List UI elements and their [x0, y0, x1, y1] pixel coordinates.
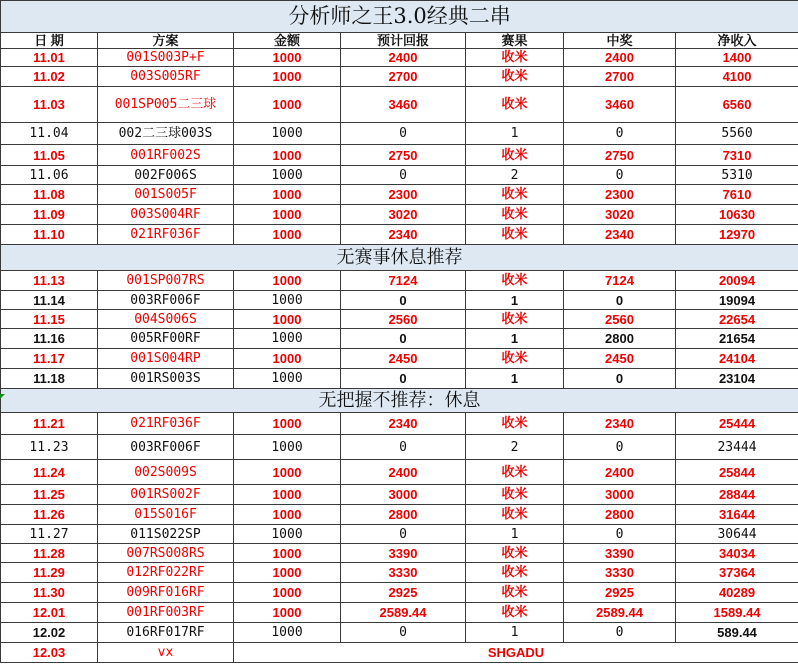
cell-result[interactable]: 收米 [466, 460, 564, 485]
table-row [1, 271, 798, 291]
cell-net-income[interactable]: 1589.44 [676, 603, 798, 623]
table-row [1, 310, 798, 329]
cell-date[interactable]: 11.29 [1, 563, 98, 583]
cell-result[interactable]: 收米 [466, 563, 564, 583]
cell-plan[interactable]: 001SP005二三球 [98, 87, 234, 123]
cell-net-income[interactable]: 31644 [676, 505, 798, 525]
cell-payout[interactable]: 3460 [564, 87, 676, 123]
cell-net-income[interactable]: 12970 [676, 225, 798, 245]
cell-net-income[interactable]: 20094 [676, 271, 798, 291]
cell-date[interactable]: 11.04 [1, 123, 98, 145]
cell-date[interactable]: 11.28 [1, 544, 98, 563]
table-row [1, 413, 798, 435]
cell-net-income[interactable]: 21654 [676, 329, 798, 349]
cell-net-income[interactable]: 6560 [676, 87, 798, 123]
table-row [1, 544, 798, 563]
cell-expected-return[interactable]: 0 [341, 369, 466, 389]
cell-amount[interactable]: 1000 [234, 310, 341, 329]
cell-amount[interactable]: 1000 [234, 544, 341, 563]
cell-expected-return[interactable]: 2925 [341, 583, 466, 603]
cell-net-income[interactable]: 25444 [676, 413, 798, 435]
cell-payout[interactable]: 2400 [564, 49, 676, 67]
cell-payout[interactable]: 2300 [564, 185, 676, 205]
cell-expected-return[interactable]: 3000 [341, 485, 466, 505]
cell-plan[interactable]: 021RF036F [98, 413, 234, 435]
cell-plan[interactable]: 001S003P+F [98, 49, 234, 67]
cell-payout[interactable]: 2800 [564, 505, 676, 525]
cell-result[interactable]: 1 [466, 291, 564, 310]
cell-net-income[interactable]: 589.44 [676, 623, 798, 643]
cell-expected-return[interactable]: 0 [341, 435, 466, 460]
table-row [1, 185, 798, 205]
cell-date[interactable]: 11.15 [1, 310, 98, 329]
sheet-title[interactable]: 分析师之王3.0经典二串 [1, 1, 798, 33]
cell-plan[interactable]: 001S005F [98, 185, 234, 205]
cell-payout[interactable]: 2925 [564, 583, 676, 603]
cell-date[interactable]: 11.03 [1, 87, 98, 123]
cell-payout[interactable]: 0 [564, 291, 676, 310]
cell-date[interactable]: 11.18 [1, 369, 98, 389]
cell-plan[interactable]: 002S009S [98, 460, 234, 485]
table-row [1, 145, 798, 166]
cell-result[interactable]: 1 [466, 123, 564, 145]
table-row [1, 49, 798, 67]
cell-net-income[interactable]: 34034 [676, 544, 798, 563]
cell-expected-return[interactable]: 2589.44 [341, 603, 466, 623]
cell-payout[interactable]: 0 [564, 435, 676, 460]
cell-expected-return[interactable]: 2340 [341, 225, 466, 245]
section-label[interactable]: 无把握不推荐：休息 [1, 389, 798, 413]
cell-expected-return[interactable]: 0 [341, 329, 466, 349]
cell-date[interactable]: 11.08 [1, 185, 98, 205]
cell-payout[interactable]: 2700 [564, 67, 676, 87]
cell-result[interactable]: 收米 [466, 205, 564, 225]
cell-plan[interactable]: 003S004RF [98, 205, 234, 225]
cell-payout[interactable]: 2340 [564, 225, 676, 245]
cell-amount[interactable]: 1000 [234, 185, 341, 205]
cell-payout[interactable]: 0 [564, 166, 676, 185]
cell-expected-return[interactable]: 2400 [341, 460, 466, 485]
table-row [1, 623, 798, 643]
table-row [1, 435, 798, 460]
cell-payout[interactable]: 2800 [564, 329, 676, 349]
section-label-row [1, 389, 798, 413]
cell-amount[interactable]: 1000 [234, 435, 341, 460]
table-row [1, 583, 798, 603]
cell-plan[interactable]: 021RF036F [98, 225, 234, 245]
cell-amount[interactable]: 1000 [234, 623, 341, 643]
cell-payout[interactable]: 0 [564, 123, 676, 145]
cell-net-income[interactable]: 23104 [676, 369, 798, 389]
cell-plan[interactable]: 012RF022RF [98, 563, 234, 583]
table-row [1, 460, 798, 485]
cell-expected-return[interactable]: 2340 [341, 413, 466, 435]
cell-date[interactable]: 11.30 [1, 583, 98, 603]
cell-expected-return[interactable]: 2400 [341, 49, 466, 67]
cell-amount[interactable]: 1000 [234, 87, 341, 123]
header-date[interactable]: 日 期 [1, 33, 98, 49]
cell-expected-return[interactable]: 3330 [341, 563, 466, 583]
cell-amount[interactable]: 1000 [234, 329, 341, 349]
table-row [1, 225, 798, 245]
cell-net-income[interactable]: 23444 [676, 435, 798, 460]
cell-expected-return[interactable]: 3460 [341, 87, 466, 123]
cell-amount[interactable]: 1000 [234, 505, 341, 525]
cell-payout[interactable]: 0 [564, 369, 676, 389]
cell-result[interactable]: 收米 [466, 185, 564, 205]
cell-amount[interactable]: 1000 [234, 145, 341, 166]
cell-date[interactable]: 12.03 [1, 643, 98, 663]
cell-payout[interactable]: 0 [564, 525, 676, 544]
cell-expected-return[interactable]: 2800 [341, 505, 466, 525]
header-row [1, 33, 798, 49]
cell-plan[interactable]: 001RF003RF [98, 603, 234, 623]
cell-net-income[interactable]: 28844 [676, 485, 798, 505]
table-row [1, 505, 798, 525]
cell-net-income[interactable]: 7610 [676, 185, 798, 205]
cell-amount[interactable]: 1000 [234, 603, 341, 623]
cell-payout[interactable]: 3000 [564, 485, 676, 505]
cell-result[interactable]: 1 [466, 329, 564, 349]
cell-date[interactable]: 11.05 [1, 145, 98, 166]
cell-expected-return[interactable]: 2700 [341, 67, 466, 87]
cell-result[interactable]: 2 [466, 166, 564, 185]
cell-plan[interactable]: 001RS002F [98, 485, 234, 505]
cell-date[interactable]: 11.24 [1, 460, 98, 485]
cell-plan[interactable]: 016RF017RF [98, 623, 234, 643]
cell-net-income[interactable]: 5560 [676, 123, 798, 145]
cell-result[interactable]: 收米 [466, 67, 564, 87]
cell-result[interactable]: 收米 [466, 485, 564, 505]
cell-plan[interactable]: 001RS003S [98, 369, 234, 389]
cell-plan[interactable]: 003S005RF [98, 67, 234, 87]
cell-result[interactable]: 收米 [466, 225, 564, 245]
cell-expected-return[interactable]: 0 [341, 291, 466, 310]
cell-result[interactable]: 收米 [466, 349, 564, 369]
cell-payout[interactable]: 2450 [564, 349, 676, 369]
header-amount[interactable]: 金额 [234, 33, 341, 49]
cell-comment-marker [0, 394, 5, 399]
cell-date[interactable]: 11.16 [1, 329, 98, 349]
cell-payout[interactable]: 3020 [564, 205, 676, 225]
cell-date[interactable]: 12.02 [1, 623, 98, 643]
cell-date[interactable]: 11.21 [1, 413, 98, 435]
section-label[interactable]: 无赛事休息推荐 [1, 245, 798, 271]
cell-result[interactable]: 1 [466, 525, 564, 544]
cell-expected-return[interactable]: 3390 [341, 544, 466, 563]
cell-amount[interactable]: 1000 [234, 485, 341, 505]
cell-net-income[interactable]: 7310 [676, 145, 798, 166]
cell-payout[interactable]: 2340 [564, 413, 676, 435]
table-row [1, 369, 798, 389]
cell-net-income[interactable]: 1400 [676, 49, 798, 67]
cell-net-income[interactable]: 19094 [676, 291, 798, 310]
cell-date[interactable]: 11.26 [1, 505, 98, 525]
cell-plan[interactable]: 003RF006F [98, 291, 234, 310]
title-row [1, 1, 798, 33]
cell-plan[interactable]: 015S016F [98, 505, 234, 525]
cell-net-income[interactable]: 30644 [676, 525, 798, 544]
cell-payout[interactable]: 7124 [564, 271, 676, 291]
cell-net-income[interactable]: 25844 [676, 460, 798, 485]
cell-result[interactable]: 收米 [466, 271, 564, 291]
section-label-row [1, 245, 798, 271]
cell-date[interactable]: 12.01 [1, 603, 98, 623]
header-net-income[interactable]: 净收入 [676, 33, 798, 49]
contact-cell[interactable]: SHGADU [234, 643, 798, 663]
cell-plan[interactable]: 001S004RP [98, 349, 234, 369]
table-row [1, 563, 798, 583]
cell-date[interactable]: 11.02 [1, 67, 98, 87]
cell-result[interactable]: 2 [466, 435, 564, 460]
cell-result[interactable]: 收米 [466, 87, 564, 123]
cell-date[interactable]: 11.23 [1, 435, 98, 460]
cell-plan[interactable]: vx [98, 643, 234, 663]
table-row [1, 67, 798, 87]
footer-row [1, 643, 798, 663]
cell-net-income[interactable]: 5310 [676, 166, 798, 185]
cell-plan[interactable]: 005RF00RF [98, 329, 234, 349]
cell-expected-return[interactable]: 0 [341, 166, 466, 185]
cell-amount[interactable]: 1000 [234, 123, 341, 145]
cell-expected-return[interactable]: 2300 [341, 185, 466, 205]
cell-amount[interactable]: 1000 [234, 369, 341, 389]
table-row [1, 349, 798, 369]
cell-payout[interactable]: 3390 [564, 544, 676, 563]
cell-amount[interactable]: 1000 [234, 166, 341, 185]
header-plan[interactable]: 方案 [98, 33, 234, 49]
cell-expected-return[interactable]: 0 [341, 623, 466, 643]
table-row [1, 329, 798, 349]
cell-plan[interactable]: 011S022SP [98, 525, 234, 544]
cell-expected-return[interactable]: 2560 [341, 310, 466, 329]
cell-result[interactable]: 收米 [466, 413, 564, 435]
table-row [1, 87, 798, 123]
table-row [1, 525, 798, 544]
cell-date[interactable]: 11.17 [1, 349, 98, 369]
cell-amount[interactable]: 1000 [234, 49, 341, 67]
cell-result[interactable]: 收米 [466, 49, 564, 67]
cell-payout[interactable]: 2400 [564, 460, 676, 485]
cell-payout[interactable]: 0 [564, 623, 676, 643]
cell-result[interactable]: 收米 [466, 505, 564, 525]
table-row [1, 123, 798, 145]
cell-result[interactable]: 收米 [466, 145, 564, 166]
table-row [1, 603, 798, 623]
cell-result[interactable]: 收米 [466, 544, 564, 563]
cell-amount[interactable]: 1000 [234, 583, 341, 603]
table-row [1, 166, 798, 185]
header-payout[interactable]: 中奖 [564, 33, 676, 49]
cell-plan[interactable]: 004S006S [98, 310, 234, 329]
cell-amount[interactable]: 1000 [234, 67, 341, 87]
cell-plan[interactable]: 002二三球003S [98, 123, 234, 145]
cell-expected-return[interactable]: 3020 [341, 205, 466, 225]
cell-net-income[interactable]: 4100 [676, 67, 798, 87]
cell-amount[interactable]: 1000 [234, 205, 341, 225]
cell-amount[interactable]: 1000 [234, 349, 341, 369]
cell-amount[interactable]: 1000 [234, 563, 341, 583]
cell-plan[interactable]: 009RF016RF [98, 583, 234, 603]
cell-date[interactable]: 11.14 [1, 291, 98, 310]
cell-payout[interactable]: 2560 [564, 310, 676, 329]
table-row [1, 485, 798, 505]
table-row [1, 291, 798, 310]
cell-plan[interactable]: 002F006S [98, 166, 234, 185]
table-row [1, 205, 798, 225]
cell-amount[interactable]: 1000 [234, 413, 341, 435]
header-result[interactable]: 赛果 [466, 33, 564, 49]
cell-result[interactable]: 1 [466, 369, 564, 389]
cell-result[interactable]: 收米 [466, 603, 564, 623]
cell-amount[interactable]: 1000 [234, 525, 341, 544]
cell-date[interactable]: 11.01 [1, 49, 98, 67]
cell-date[interactable]: 11.09 [1, 205, 98, 225]
cell-expected-return[interactable]: 2750 [341, 145, 466, 166]
cell-plan[interactable]: 001RF002S [98, 145, 234, 166]
cell-result[interactable]: 收米 [466, 583, 564, 603]
cell-net-income[interactable]: 37364 [676, 563, 798, 583]
cell-result[interactable]: 1 [466, 623, 564, 643]
cell-amount[interactable]: 1000 [234, 291, 341, 310]
cell-amount[interactable]: 1000 [234, 460, 341, 485]
cell-date[interactable]: 11.27 [1, 525, 98, 544]
cell-date[interactable]: 11.25 [1, 485, 98, 505]
cell-expected-return[interactable]: 2450 [341, 349, 466, 369]
cell-expected-return[interactable]: 7124 [341, 271, 466, 291]
cell-plan[interactable]: 001SP007RS [98, 271, 234, 291]
cell-net-income[interactable]: 10630 [676, 205, 798, 225]
cell-result[interactable]: 收米 [466, 310, 564, 329]
cell-amount[interactable]: 1000 [234, 225, 341, 245]
cell-net-income[interactable]: 40289 [676, 583, 798, 603]
cell-payout[interactable]: 3330 [564, 563, 676, 583]
cell-amount[interactable]: 1000 [234, 271, 341, 291]
cell-net-income[interactable]: 22654 [676, 310, 798, 329]
cell-date[interactable]: 11.06 [1, 166, 98, 185]
cell-date[interactable]: 11.13 [1, 271, 98, 291]
cell-net-income[interactable]: 24104 [676, 349, 798, 369]
cell-expected-return[interactable]: 0 [341, 123, 466, 145]
cell-plan[interactable]: 007RS008RS [98, 544, 234, 563]
cell-date[interactable]: 11.10 [1, 225, 98, 245]
cell-plan[interactable]: 003RF006F [98, 435, 234, 460]
cell-payout[interactable]: 2589.44 [564, 603, 676, 623]
header-expected-return[interactable]: 预计回报 [341, 33, 466, 49]
cell-payout[interactable]: 2750 [564, 145, 676, 166]
cell-expected-return[interactable]: 0 [341, 525, 466, 544]
